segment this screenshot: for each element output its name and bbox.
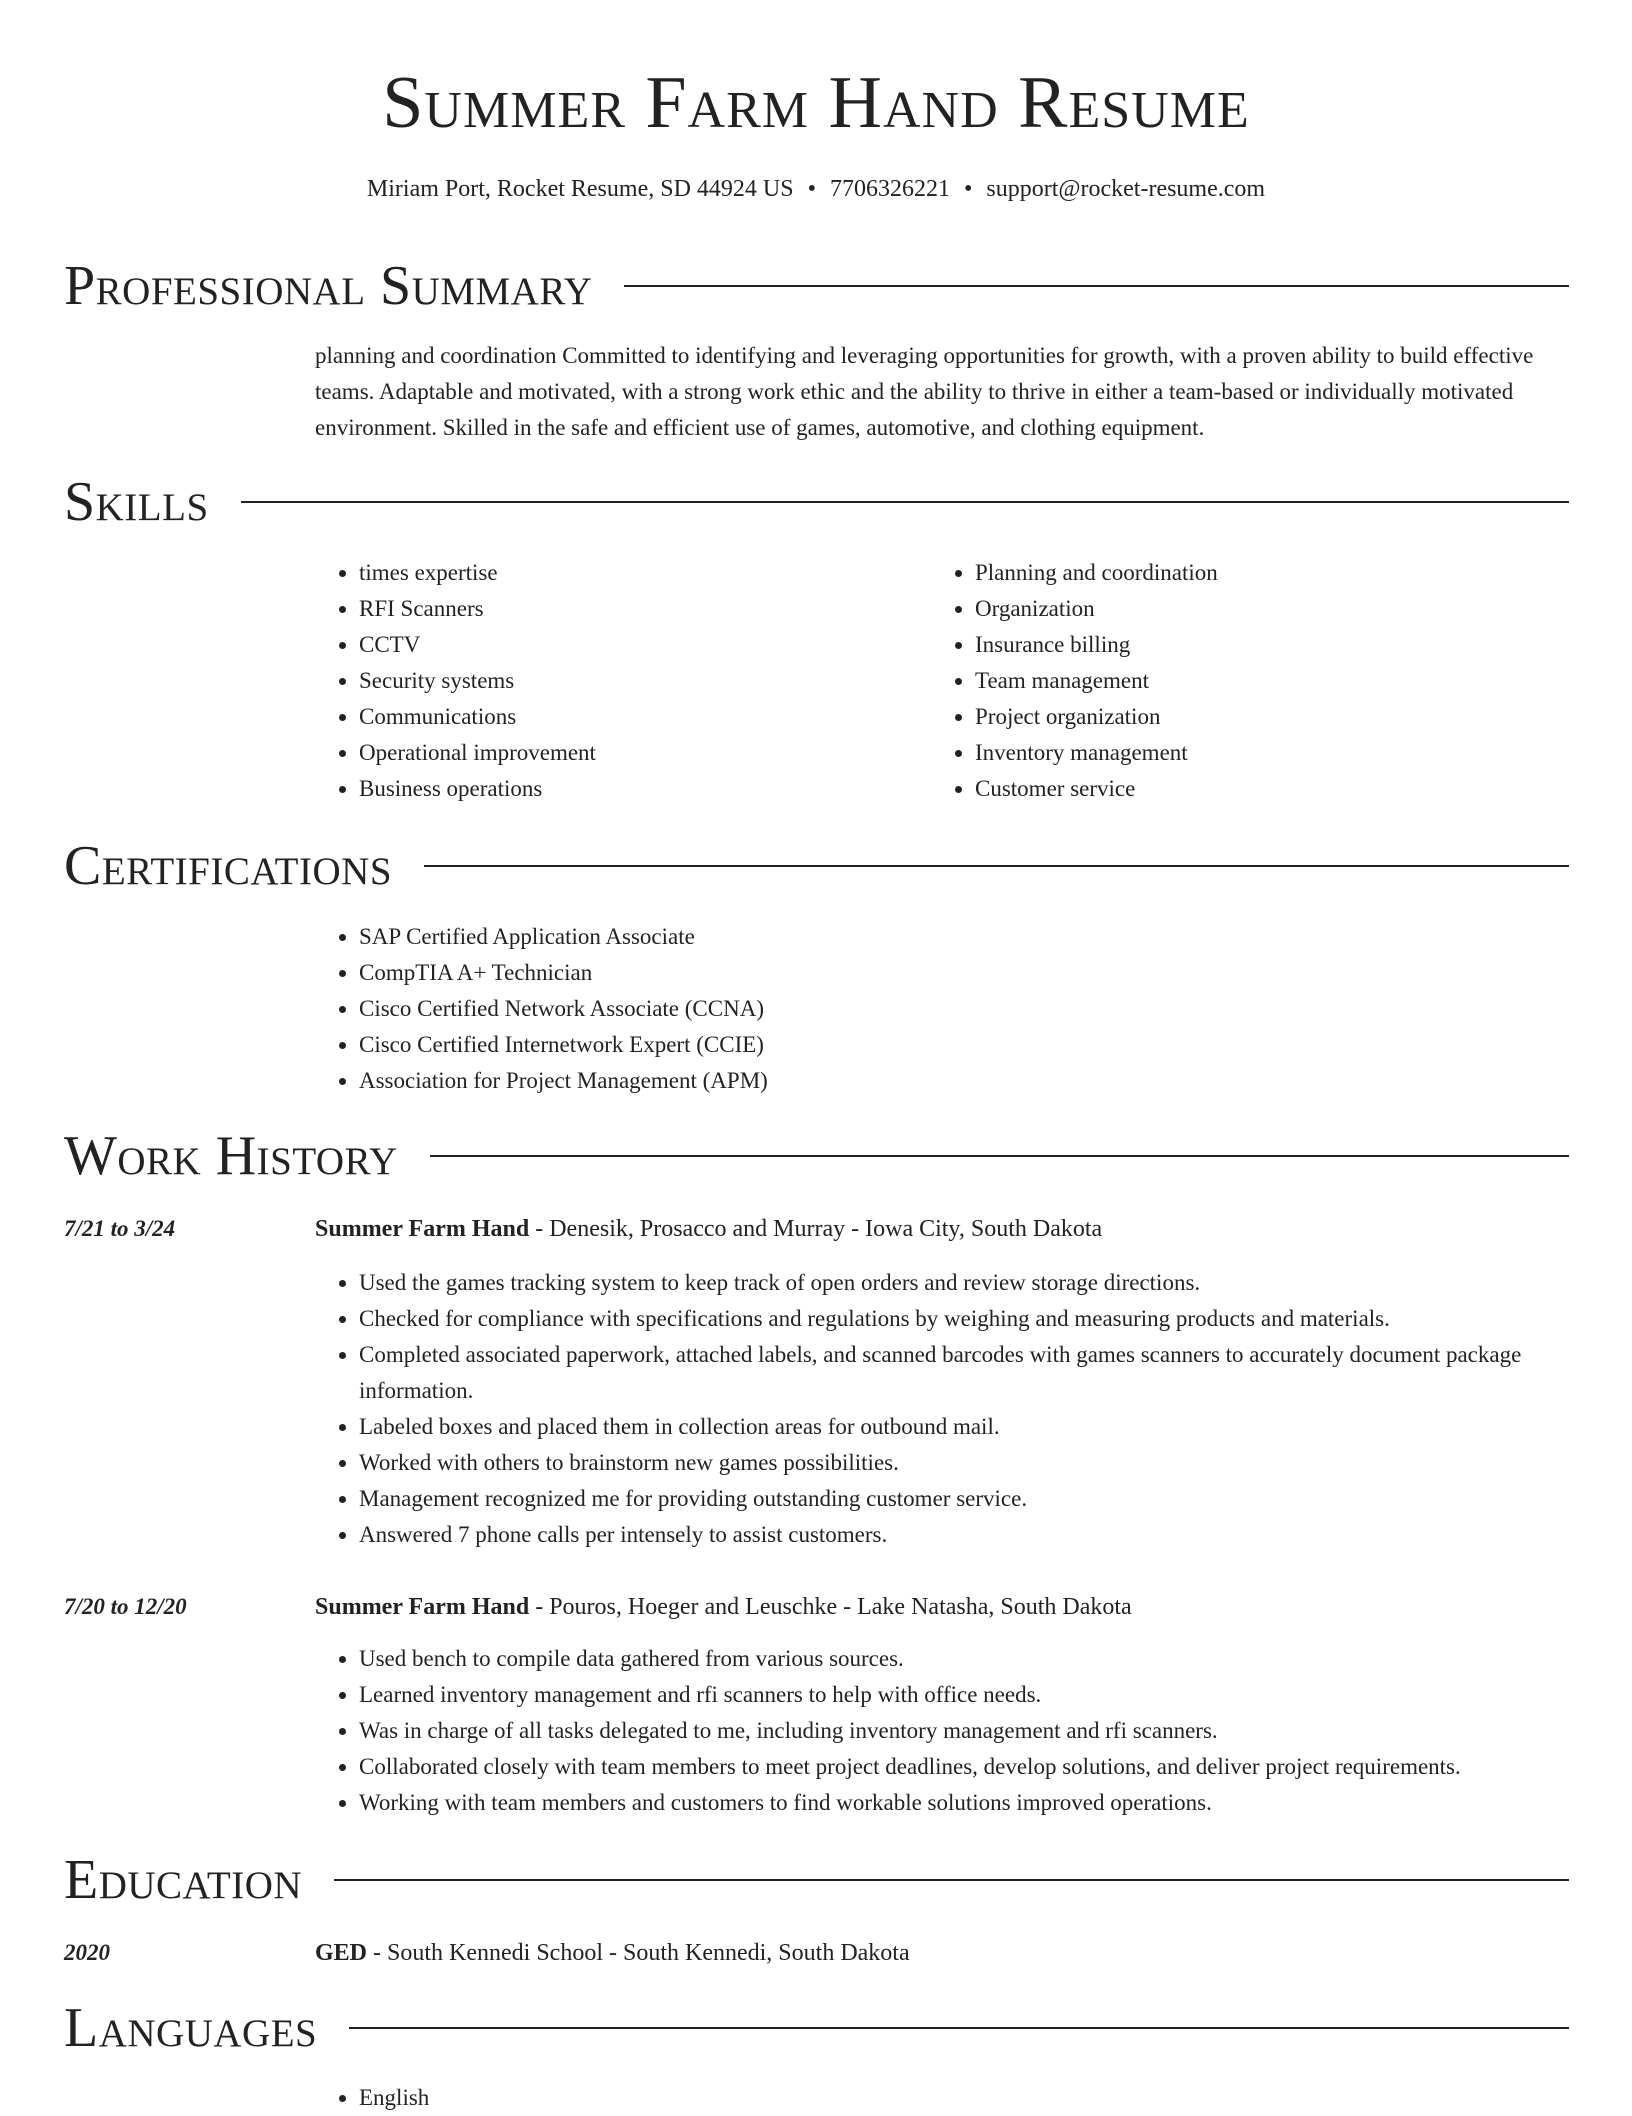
section-title-certifications: Certifications xyxy=(64,835,393,897)
list-item: • Organization xyxy=(975,591,1575,627)
section-header-languages xyxy=(64,1996,1569,2060)
languages-list xyxy=(315,2080,959,2116)
list-item: • Checked for compliance with specifications and regulations by weighing and measuring products and materials. xyxy=(359,1301,1619,1337)
list-item: • Answered 7 phone calls per intensely to assist customers. xyxy=(359,1517,1619,1553)
list-item: • Used bench to compile data gathered from various sources. xyxy=(359,1641,1632,1677)
section-header-skills xyxy=(64,470,1569,534)
section-divider xyxy=(334,1879,1569,1881)
list-item: • Business operations xyxy=(359,771,919,807)
list-item: • Completed associated paperwork, attached labels, and scanned barcodes with games scanners to accurately document package information. xyxy=(359,1337,1619,1409)
section-header-certifications xyxy=(64,834,1569,898)
list-item: • English xyxy=(359,2080,959,2116)
section-title-languages: Languages xyxy=(64,1997,318,2059)
job-heading xyxy=(315,1589,1132,1625)
list-item: • Cisco Certified Network Associate (CCNA) xyxy=(359,991,1609,1027)
section-header-work-history xyxy=(64,1124,1569,1188)
list-item: • Collaborated closely with team members to meet project deadlines, develop solutions, and deliver project requirements. xyxy=(359,1749,1632,1785)
list-item: • Was in charge of all tasks delegated to me, including inventory management and rfi scanners. xyxy=(359,1713,1632,1749)
list-item: • RFI Scanners xyxy=(359,591,919,627)
list-item: • CompTIA A+ Technician xyxy=(359,955,1609,991)
job-heading xyxy=(315,1211,1102,1247)
job-bullets xyxy=(315,1641,1632,1821)
contact-email: support@rocket-resume.com xyxy=(986,176,1266,202)
list-item: • Association for Project Management (APM) xyxy=(359,1063,1609,1099)
list-item: • Planning and coordination xyxy=(975,555,1575,591)
list-item: • Team management xyxy=(975,663,1575,699)
education-degree: GED xyxy=(315,1940,368,1966)
section-title-summary: Professional Summary xyxy=(64,255,593,317)
list-item: • Insurance billing xyxy=(975,627,1575,663)
summary-text: planning and coordination Committed to identifying and leveraging opportunities for growth, with a proven ability to build effective teams. Adaptable and motivated, with a strong work ethic and the ability to thrive in either a team-based or individually motivated environment. Skilled in the safe and efficient use of games, automotive, and clothing equipment. xyxy=(315,343,1534,440)
job-employer: - Pouros, Hoeger and Leuschke - Lake Natasha, South Dakota xyxy=(529,1594,1132,1620)
list-item: • times expertise xyxy=(359,555,919,591)
skills-list-left xyxy=(315,555,919,807)
section-title-education: Education xyxy=(64,1849,303,1911)
section-divider xyxy=(241,501,1569,503)
list-item: • Used the games tracking system to keep track of open orders and review storage directions. xyxy=(359,1265,1619,1301)
section-title-work-history: Work History xyxy=(64,1125,398,1187)
list-item: • Customer service xyxy=(975,771,1575,807)
resume-title: Summer Farm Hand Resume xyxy=(382,62,1250,144)
contact-address: Miriam Port, Rocket Resume, SD 44924 US xyxy=(366,176,794,202)
list-item: • Cisco Certified Internetwork Expert (CCIE) xyxy=(359,1027,1609,1063)
education-entry xyxy=(315,1935,910,1971)
list-item: • Security systems xyxy=(359,663,919,699)
skills-list-right xyxy=(931,555,1575,807)
education-school: - South Kennedi School - South Kennedi, South Dakota xyxy=(367,1940,910,1966)
job-dates: 7/21 to 3/24 xyxy=(64,1216,176,1241)
list-item: • Communications xyxy=(359,699,919,735)
section-divider xyxy=(349,2027,1569,2029)
contact-separator: • xyxy=(963,176,973,202)
section-header-summary xyxy=(64,254,1569,318)
list-item: • Labeled boxes and placed them in collection areas for outbound mail. xyxy=(359,1409,1619,1445)
section-header-education xyxy=(64,1848,1569,1912)
list-item: • Learned inventory management and rfi scanners to help with office needs. xyxy=(359,1677,1632,1713)
job-title: Summer Farm Hand xyxy=(315,1594,530,1620)
contact-separator: • xyxy=(807,176,816,202)
list-item: • Project organization xyxy=(975,699,1575,735)
education-year: 2020 xyxy=(64,1940,110,1965)
list-item: • Inventory management xyxy=(975,735,1575,771)
list-item: • Operational improvement xyxy=(359,735,919,771)
section-divider xyxy=(624,285,1569,287)
list-item: • Worked with others to brainstorm new games possibilities. xyxy=(359,1445,1619,1481)
section-divider xyxy=(424,865,1569,867)
list-item: • CCTV xyxy=(359,627,919,663)
section-divider xyxy=(430,1155,1569,1157)
job-title: Summer Farm Hand xyxy=(315,1216,530,1242)
list-item: • SAP Certified Application Associate xyxy=(359,919,1609,955)
job-bullets xyxy=(315,1265,1619,1553)
certifications-list xyxy=(315,919,1609,1099)
contact-phone: 7706326221 xyxy=(829,176,950,202)
section-title-skills: Skills xyxy=(64,471,209,533)
list-item: • Management recognized me for providing outstanding customer service. xyxy=(359,1481,1619,1517)
job-employer: - Denesik, Prosacco and Murray - Iowa City, South Dakota xyxy=(529,1216,1103,1242)
contact-line xyxy=(0,174,1632,204)
list-item: • Working with team members and customers to find workable solutions improved operations. xyxy=(359,1785,1632,1821)
job-dates: 7/20 to 12/20 xyxy=(64,1594,187,1619)
